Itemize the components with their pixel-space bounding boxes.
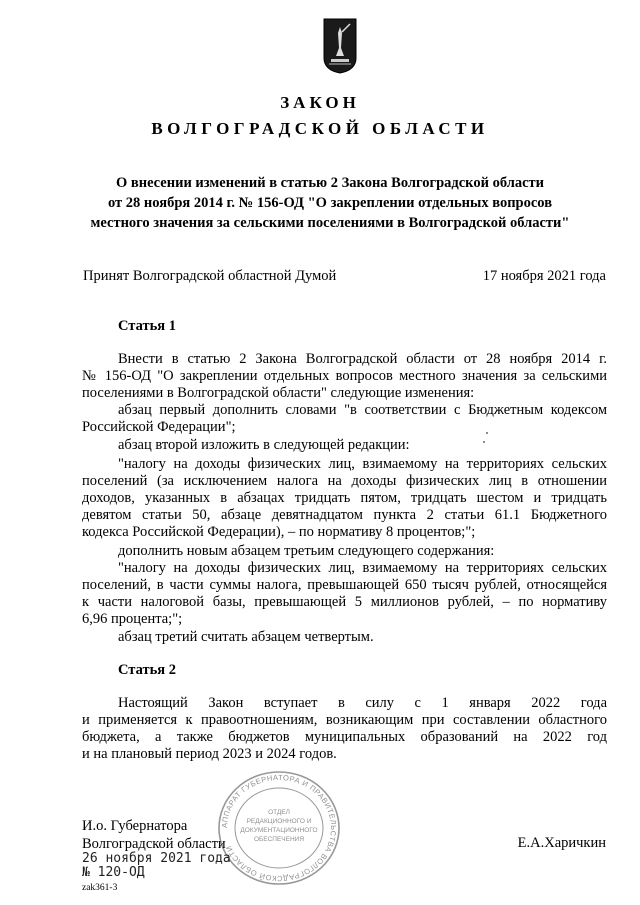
- article-1-line: абзац третий считать абзацем четвертым.: [118, 629, 374, 645]
- signer-role: И.о. Губернатора: [82, 818, 188, 834]
- article-1-line: дополнить новым абзацем третьим следующего содержания:: [118, 543, 495, 559]
- article-1-line: поселениями в Волгоградской области" следующие изменения:: [82, 385, 475, 401]
- article-1-line: поселений, в части суммы налога, превышающей 650 тысяч рублей, относящейся: [82, 577, 607, 593]
- article-1-line: доходов, указанных в абзацах тридцать пятом, тридцать шестом и тридцать: [82, 490, 607, 506]
- signer-name: Е.А.Харичкин: [517, 835, 606, 851]
- stamp-center-line: РЕДАКЦИОННОГО И: [246, 818, 312, 825]
- article-1-line: "налогу на доходы физических лиц, взимаемому на территориях сельских: [118, 456, 607, 472]
- official-stamp: [214, 768, 344, 888]
- article-2-line: и применяется к правоотношениям, возникающим при составлении областного: [82, 712, 607, 728]
- article-1-line: "налогу на доходы физических лиц, взимаемому на территориях сельских: [118, 560, 607, 576]
- scan-speck: [486, 432, 488, 434]
- article-2-line: и на плановый период 2023 и 2024 годов.: [82, 746, 337, 762]
- article-1-heading: Статья 1: [118, 318, 176, 334]
- article-1-line: абзац первый дополнить словами "в соответствии с Бюджетным кодексом: [118, 402, 607, 418]
- article-1-line: Внести в статью 2 Закона Волгоградской области от 28 ноября 2014 г.: [118, 351, 607, 367]
- stamp-center-line: ОБЕСПЕЧЕНИЯ: [253, 836, 305, 843]
- subject-line: О внесении изменений в статью 2 Закона Волгоградской области: [115, 175, 545, 191]
- law-region-title: ВОЛГОГРАДСКОЙ ОБЛАСТИ: [151, 119, 489, 138]
- signer-region: Волгоградской области: [82, 836, 226, 852]
- article-1-line: Российской Федерации";: [82, 419, 236, 435]
- article-1-line: абзац второй изложить в следующей редакции:: [118, 437, 410, 453]
- volgograd-coat-of-arms-icon: [323, 18, 357, 74]
- subject-line: местного значения за сельскими поселениями в Волгоградской области": [90, 215, 570, 231]
- article-2-line: Настоящий Закон вступает в силу с 1 января 2022 года: [118, 695, 607, 711]
- stamp-ring-text: АППАРАТ ГУБЕРНАТОРА И ПРАВИТЕЛЬСТВА ВОЛГОГРАДСКОЙ ОБЛАСТИ: [219, 772, 339, 884]
- article-2-heading: Статья 2: [118, 662, 176, 678]
- document-code: zak361-3: [82, 883, 118, 893]
- article-1-line: № 156-ОД "О закреплении отдельных вопросов местного значения за сельскими: [82, 368, 607, 384]
- signing-date: 26 ноября 2021 года: [82, 851, 231, 866]
- law-title: ЗАКОН: [280, 93, 360, 112]
- article-1-line: девятом статьи 50, абзаце девятнадцатом пункта 2 статьи 61.1 Бюджетного: [82, 507, 607, 523]
- adoption-date: 17 ноября 2021 года: [482, 268, 606, 284]
- article-2-line: бюджета, а также бюджетов муниципальных образований на 2022 год: [82, 729, 607, 745]
- article-1-line: поселений (за исключением налога на доходы физических лиц в отношении: [82, 473, 607, 489]
- scan-speck: [483, 441, 485, 443]
- stamp-center-line: ОТДЕЛ: [268, 809, 290, 816]
- stamp-center-line: ДОКУМЕНТАЦИОННОГО: [240, 827, 318, 834]
- law-number: № 120-ОД: [82, 865, 145, 880]
- article-1-line: 6,96 процента;";: [82, 611, 183, 627]
- subject-line: от 28 ноября 2014 г. № 156-ОД "О закреплении отдельных вопросов: [107, 195, 553, 211]
- article-1-line: кодекса Российской Федерации), – по нормативу 8 процентов;";: [82, 524, 476, 540]
- article-1-line: к части налоговой базы, превышающей 5 миллионов рублей, – по нормативу: [82, 594, 607, 610]
- adopted-by: Принят Волгоградской областной Думой: [83, 268, 337, 284]
- law-subject: [70, 173, 590, 233]
